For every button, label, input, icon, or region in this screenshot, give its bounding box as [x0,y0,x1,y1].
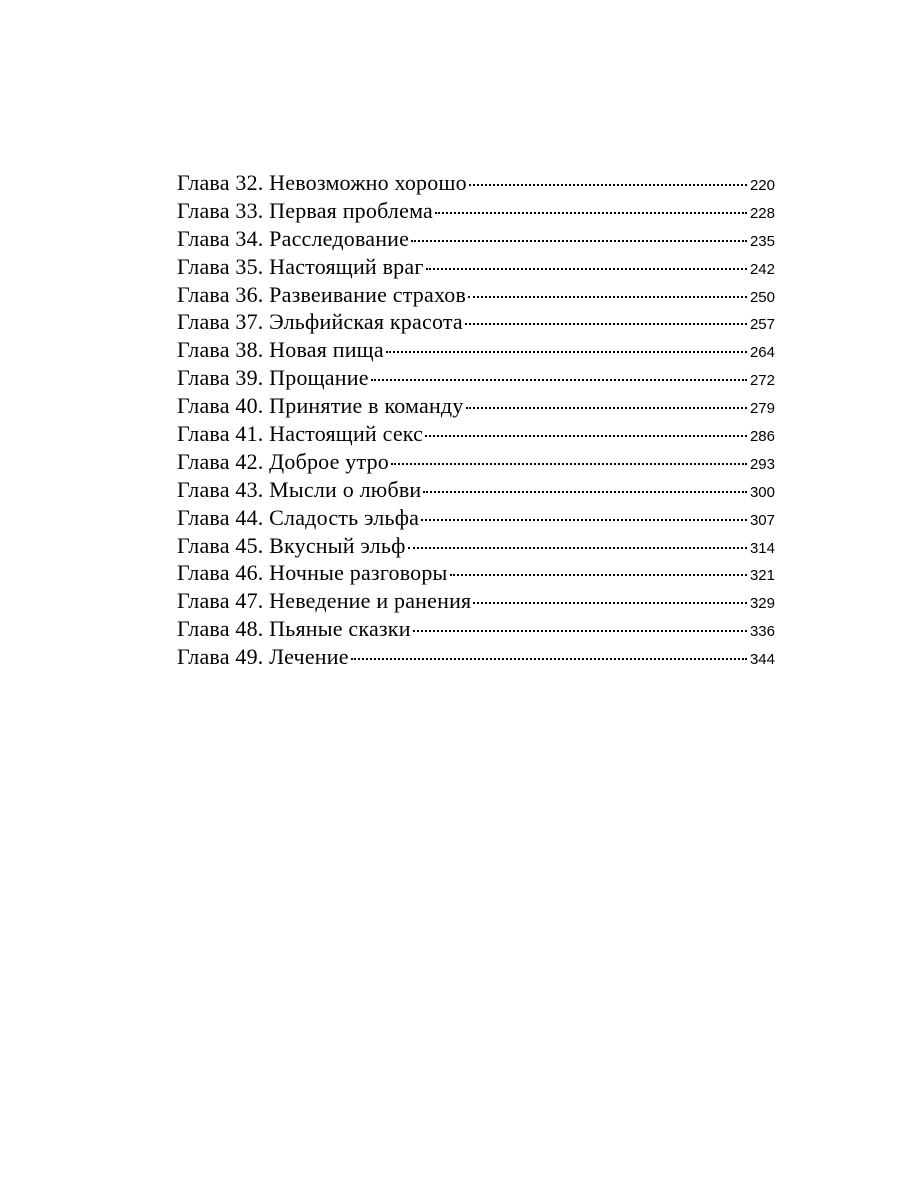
toc-entry-page: 264 [749,344,775,362]
toc-entry-page: 242 [749,260,775,278]
toc-entry-title: Глава 40. Принятие в команду [177,393,464,419]
toc-entry-page: 336 [749,623,775,641]
dot-leader [386,351,747,353]
toc-entry-page: 314 [749,539,775,557]
toc-entry-page: 321 [749,567,775,585]
toc-entry-page: 307 [749,511,775,529]
toc-entry-page: 250 [749,288,775,306]
toc-entry-title: Глава 34. Расследование [177,225,410,251]
toc-entry [177,198,775,226]
toc-entry [177,170,775,198]
toc-entry-page: 228 [749,204,775,222]
toc-entry [177,533,775,561]
toc-entry-title: Глава 43. Мысли о любви [177,476,422,502]
toc-entry-page: 344 [749,651,775,669]
toc-entry-page: 279 [749,400,775,418]
toc-entry-title: Глава 47. Неведение и ранения [177,588,472,614]
toc-entry [177,477,775,505]
toc-entry-page: 329 [749,595,775,613]
dot-leader [426,268,747,270]
dot-leader [465,323,747,325]
toc-entry [177,337,775,365]
toc-entry-title: Глава 48. Пьяные сказки [177,616,411,642]
dot-leader [408,547,747,549]
dot-leader [466,407,747,409]
toc-entry-page: 220 [749,177,775,194]
toc-entry-title: Глава 46. Ночные разговоры [177,560,448,586]
dot-leader [435,212,747,214]
toc-entry-title: Глава 35. Настоящий враг [177,253,424,279]
toc-entry-title: Глава 45. Вкусный эльф [177,532,406,558]
toc-entry-page: 300 [749,483,775,501]
dot-leader [391,463,747,465]
toc-entry [177,309,775,337]
toc-entry-page: 257 [749,316,775,334]
dot-leader [371,379,747,381]
toc-entry-title: Глава 44. Сладость эльфа [177,504,420,530]
toc-entry-page: 272 [749,372,775,390]
toc-entry [177,282,775,310]
toc-entry-page: 235 [749,232,775,250]
toc-entry-title: Глава 32. Невозможно хорошо [177,170,467,195]
toc-entry [177,226,775,254]
table-of-contents [177,170,775,672]
dot-leader [421,519,747,521]
toc-entry-page: 286 [749,428,775,446]
toc-entry [177,560,775,588]
toc-entry-title: Глава 39. Прощание [177,365,369,391]
toc-entry [177,421,775,449]
dot-leader [450,574,747,576]
toc-entry [177,254,775,282]
dot-leader [425,435,747,437]
toc-entry-title: Глава 36. Развеивание страхов [177,281,467,307]
dot-leader [468,296,747,298]
toc-entry-title: Глава 37. Эльфийская красота [177,309,463,335]
toc-entry [177,393,775,421]
dot-leader [411,240,747,242]
toc-entry-title: Глава 41. Настоящий секс [177,421,424,447]
toc-entry-title: Глава 38. Новая пища [177,337,384,363]
dot-leader [473,602,747,604]
dot-leader [423,491,747,493]
toc-entry [177,588,775,616]
toc-entry-page: 293 [749,455,775,473]
dot-leader [413,630,747,632]
dot-leader [351,658,747,660]
dot-leader [469,184,747,186]
toc-entry [177,365,775,393]
toc-entry-title: Глава 49. Лечение [177,644,349,670]
toc-entry [177,449,775,477]
toc-entry-title: Глава 33. Первая проблема [177,197,434,223]
toc-entry [177,505,775,533]
toc-entry [177,644,775,672]
toc-entry-title: Глава 42. Доброе утро [177,448,389,474]
toc-entry [177,616,775,644]
